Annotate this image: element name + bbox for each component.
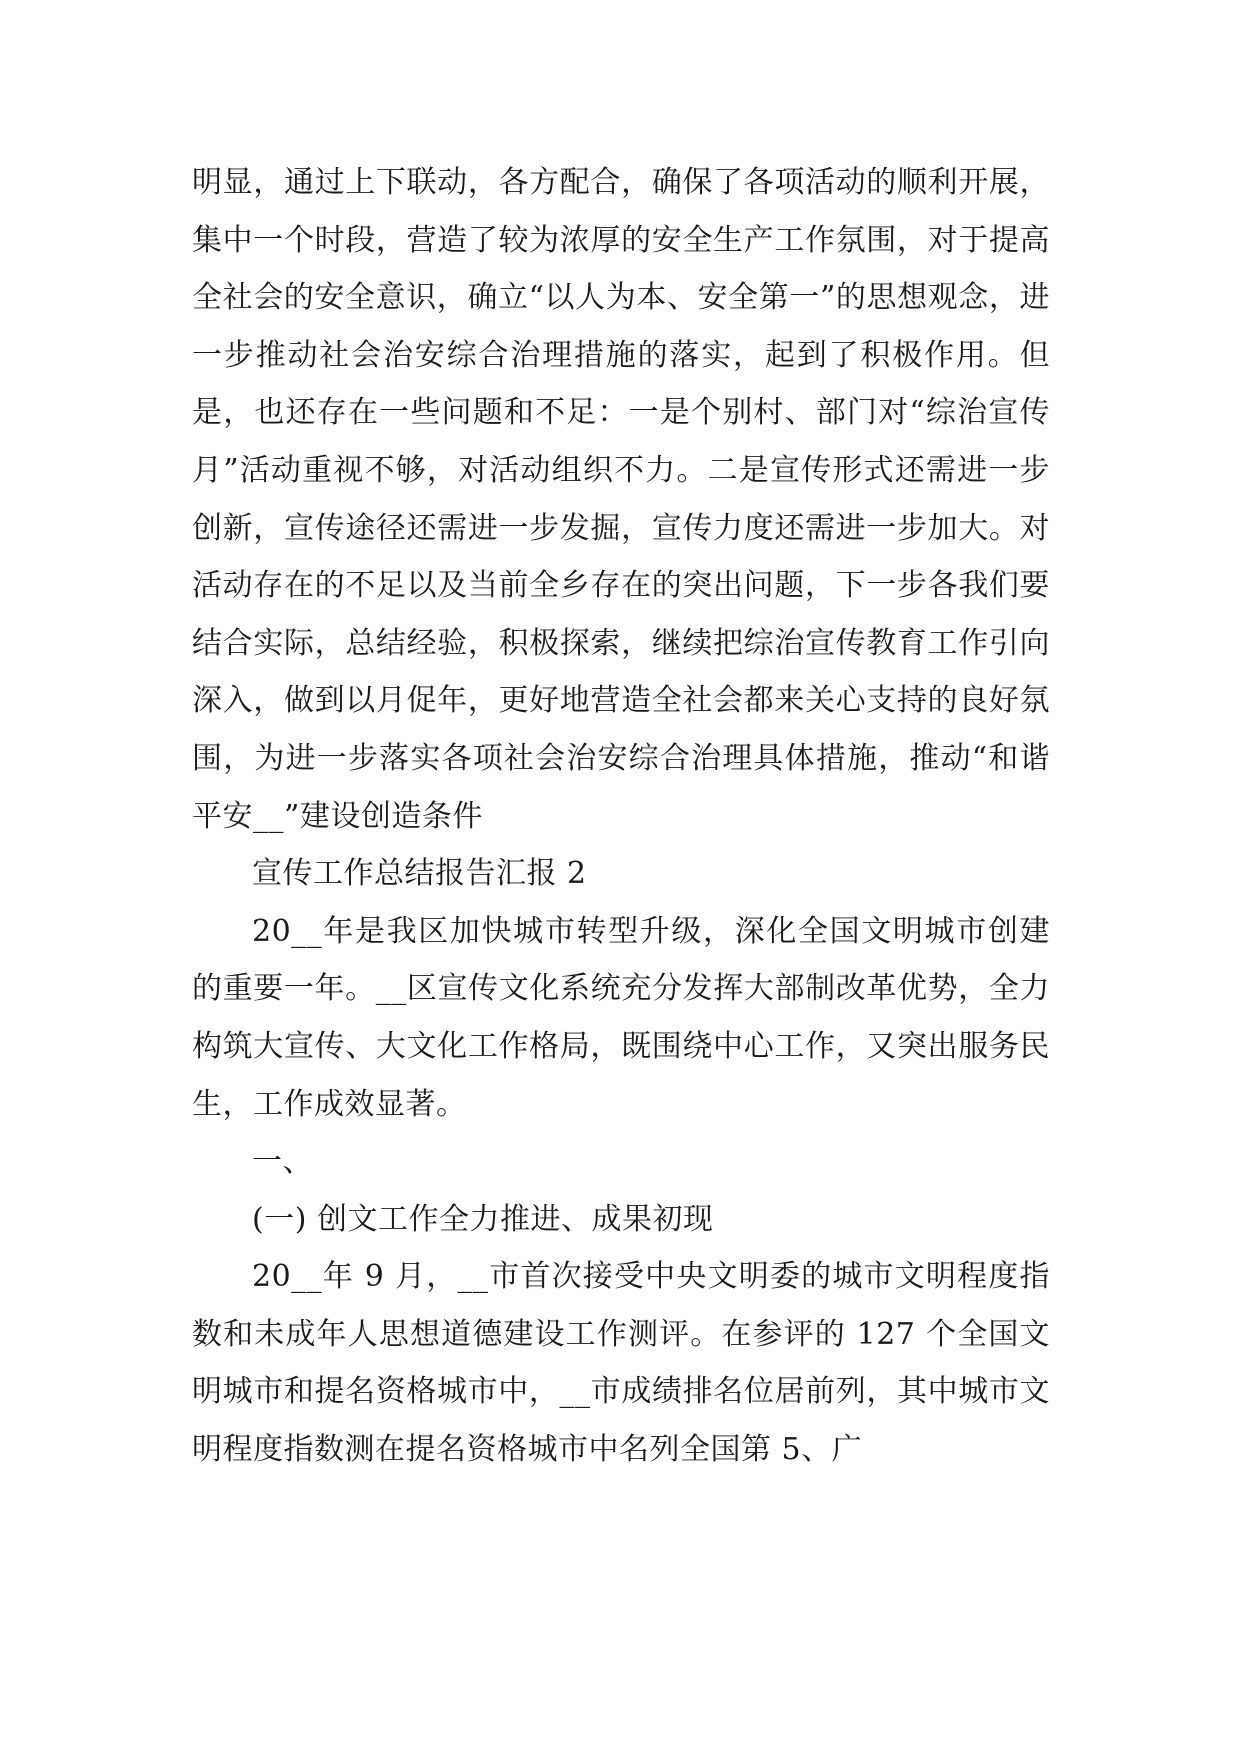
section-number-one: 一、 — [252, 1144, 313, 1180]
document-body — [192, 154, 1050, 1479]
paragraph-evaluation: 20__年 9 月，__市首次接受中央文明委的城市文明程度指数和未成年人思想道德建设工作测评。在参评的 127 个全国文明城市和提名资格城市中，__市成绩排名位居前列，其中城市文明程度指数测在提名资格城市中名列全国第 5、广 — [192, 1259, 1050, 1468]
paragraph-intro-year: 20__年是我区加快城市转型升级，深化全国文明城市创建的重要一年。__区宣传文化系统充分发挥大部制改革优势，全力构筑大宣传、大文化工作格局，既围绕中心工作，又突出服务民生，工作成效显著。 — [192, 913, 1050, 1122]
paragraph-continuation: 明显，通过上下联动，各方配合，确保了各项活动的顺利开展，集中一个时段，营造了较为浓厚的安全生产工作氛围，对于提高全社会的安全意识，确立“以人为本、安全第一”的思想观念，进一步推动社会治安综合治理措施的落实，起到了积极作用。但是，也还存在一些问题和不足：一是个别村、部门对“综治宣传月”活动重视不够，对活动组织不力。二是宣传形式还需进一步创新，宣传途径还需进一步发掘，宣传力度还需进一步加大。对活动存在的不足以及当前全乡存在的突出问题，下一步各我们要结合实际，总结经验，积极探索，继续把综治宣传教育工作引向深入，做到以月促年，更好地营造全社会都来关心支持的良好氛围，为进一步落实各项社会治安综合治理具体措施，推动“和谐平安__”建设创造条件 — [192, 165, 1050, 834]
section-title-report-2: 宣传工作总结报告汇报 2 — [252, 856, 587, 892]
subsection-title-creation-work: (一) 创文工作全力推进、成果初现 — [252, 1201, 714, 1237]
